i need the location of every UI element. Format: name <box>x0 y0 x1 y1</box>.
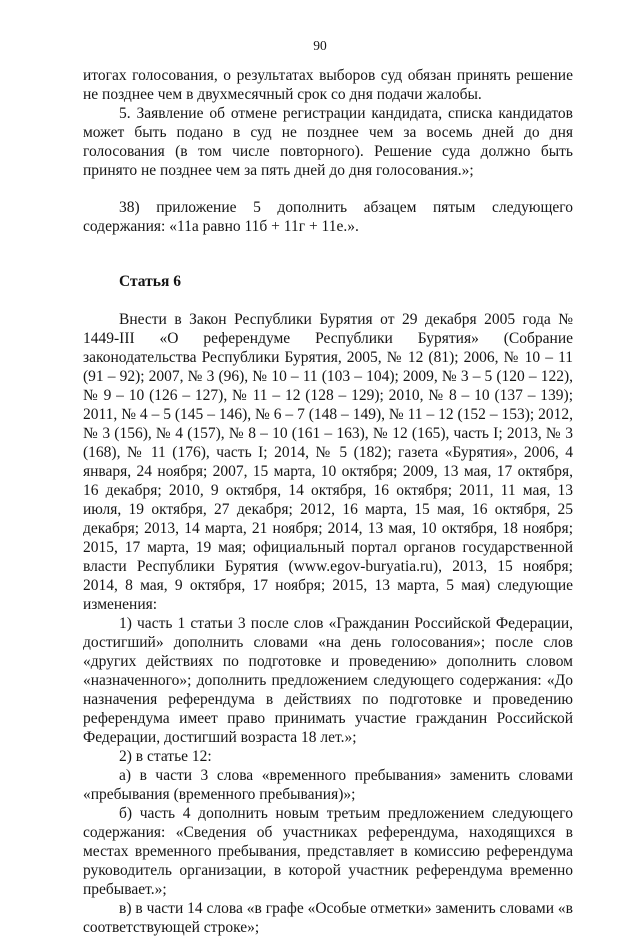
paragraph-item-1: 1) часть 1 статьи 3 после слов «Гражданин Российской Федерации, достигший» дополнить словами «на день голосования»; после слов «других действиях по подготовке и проведению» дополнить словом «назначенного»; дополнить предложением следующего содержания: «До назначения референдума в действиях по подготовке и проведению референдума имеет право принимать участие гражданин Российской Федерации, достигший возраста 18 лет.»; <box>83 615 573 746</box>
spacer <box>83 236 573 272</box>
paragraph-item-38: 38) приложение 5 дополнить абзацем пятым следующего содержания: «11а равно 11б + 11г + 11е.». <box>83 199 573 235</box>
paragraph-item-2b: б) часть 4 дополнить новым третьим предложением следующего содержания: «Сведения об участниках референдума, находящихся в местах временного пребывания, представляет в комиссию референдума руководитель организации, в которой участник референдума временно пребывает.»; <box>83 805 573 898</box>
page-number: 90 <box>313 38 327 53</box>
paragraph-item-2v: в) в части 14 слова «в графе «Особые отметки» заменить словами «в соответствующей строке»; <box>83 900 573 936</box>
paragraph-item-5: 5. Заявление об отмене регистрации кандидата, списка кандидатов может быть подано в суд не позднее чем за восемь дней до дня голосования (в том числе повторного). Решение суда должно быть принято не позднее чем за пять дней до дня голосования.»; <box>83 105 573 179</box>
article-heading: Статья 6 <box>119 273 181 290</box>
paragraph-item-2a: а) в части 3 слова «временного пребывания» заменить словами «пребывания (временного пребывания)»; <box>83 767 573 803</box>
spacer <box>83 291 573 310</box>
paragraph-intro: Внести в Закон Республики Бурятия от 29 декабря 2005 года № 1449-III «О референдуме Республики Бурятия» (Собрание законодательства Республики Бурятия, 2005, № 12 (81); 2006, № 10 – 11 (91 – 92); 2007, № 3 (96), № 10 – 11 (103 – 104); 2009, № 3 – 5 (120 – 122), № 9 – 10 (126 – 127), № 11 – 12 (128 – 129); 2010, № 8 – 10 (137 – 139); 2011, № 4 – 5 (145 – 146), № 6 – 7 (148 – 149), № 11 – 12 (152 – 153); 2012, № 3 (156), № 4 (157), № 8 – 10 (161 – 163), № 12 (165), часть I; 2013, № 3 (168), № 11 (176), часть I; 2014, № 5 (182); газета «Бурятия», 2006, 4 января, 24 ноября; 2007, 15 марта, 10 октября; 2009, 13 мая, 17 октября, 16 декабря; 2010, 9 октября, 14 октября, 16 октября; 2011, 11 мая, 13 июля, 19 октября, 27 декабря; 2012, 16 марта, 15 мая, 16 октября, 25 декабря; 2013, 14 марта, 21 ноября; 2014, 13 мая, 10 октября, 18 ноября; 2015, 17 марта, 19 мая; официальный портал органов государственной власти Республики Бурятия (www.egov-buryatia.ru), 2013, 15 ноября; 2014, 8 мая, 9 октября, 17 ноября; 2015, 13 марта, 5 мая) следующие изменения: <box>83 311 573 613</box>
document-body <box>83 66 573 937</box>
spacer <box>83 180 573 198</box>
paragraph-continuation: итогах голосования, о результатах выборов суд обязан принять решение не позднее чем в двухмесячный срок со дня подачи жалобы. <box>83 67 573 103</box>
paragraph-item-2: 2) в статье 12: <box>119 748 212 765</box>
